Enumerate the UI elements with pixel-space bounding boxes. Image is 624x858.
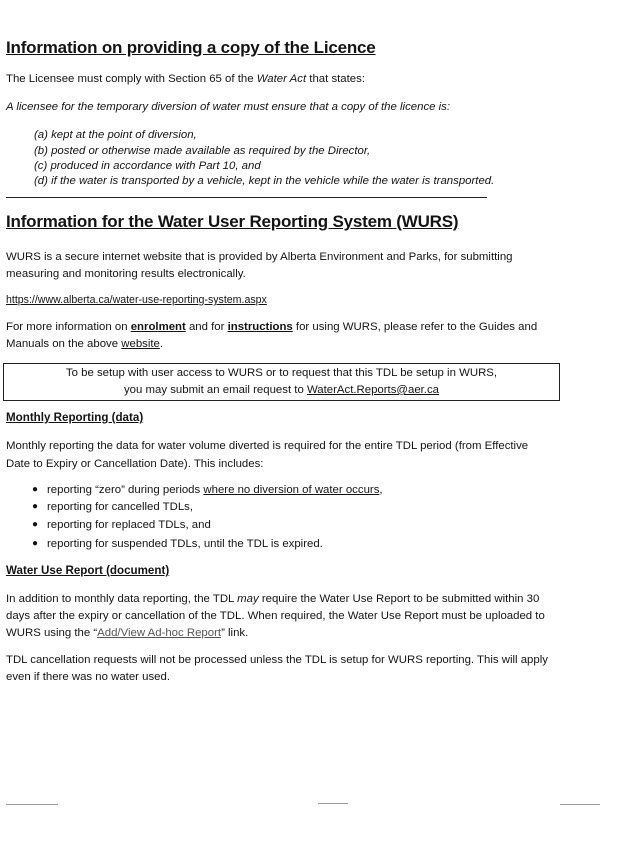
- list-item-suspended: reporting for suspended TDLs, until the TDL is expired.: [47, 538, 323, 550]
- list-item-replaced: reporting for replaced TDLs, and: [47, 519, 211, 531]
- water-use-line1: [6, 590, 539, 608]
- notice-line1: To be setup with user access to WURS or to request that this TDL be setup in WURS,: [65, 367, 498, 379]
- water-use-report-heading: Water Use Report (document): [6, 564, 170, 577]
- cancellation-line1: TDL cancellation requests will not be processed unless the TDL is setup for WURS reporting. This will apply: [6, 654, 548, 666]
- list-item-cancelled: reporting for cancelled TDLs,: [47, 501, 194, 513]
- add-view-adhoc-report-link[interactable]: Add/View Ad-hoc Report: [97, 627, 222, 639]
- water-use-line3-suffix: ” link.: [221, 627, 249, 639]
- bullet-icon: ●: [32, 484, 39, 495]
- intro-suffix: that states:: [306, 73, 365, 85]
- more-info-line2-prefix: Manuals on the above: [6, 338, 122, 350]
- clause-b: (b) posted or otherwise made available as required by the Director,: [34, 145, 371, 157]
- zero-reporting-prefix: reporting “zero” during periods: [47, 484, 204, 496]
- wurs-description-line2: measuring and monitoring results electronically.: [6, 268, 246, 280]
- may-emphasis: may: [237, 593, 259, 605]
- clause-c: (c) produced in accordance with Part 10, and: [34, 160, 261, 172]
- wurs-more-info-line1: [6, 318, 537, 336]
- water-use-line3: [6, 624, 248, 642]
- scan-mark: [6, 804, 58, 805]
- monthly-line2: Date to Expiry or Cancellation Date). This includes:: [6, 458, 264, 470]
- enrolment-link[interactable]: enrolment: [130, 321, 186, 333]
- scan-mark: [560, 804, 600, 805]
- wurs-more-info-line2: [6, 335, 163, 353]
- bullet-icon: ●: [32, 519, 39, 530]
- list-item-zero-reporting: [47, 481, 383, 499]
- wurs-access-notice: [3, 363, 560, 401]
- notice-line2-prefix: you may submit an email request to: [123, 384, 307, 396]
- cancellation-line2: even if there was no water used.: [6, 671, 170, 683]
- wurs-description-line1: WURS is a secure internet website that is provided by Alberta Environment and Parks, for submitting: [6, 251, 513, 263]
- scan-mark: [318, 803, 348, 804]
- water-use-line1-suffix: require the Water Use Report to be submitted within 30: [258, 593, 540, 605]
- clause-d: (d) if the water is transported by a vehicle, kept in the vehicle while the water is transported.: [34, 175, 495, 187]
- licence-quote: A licensee for the temporary diversion of water must ensure that a copy of the licence is:: [6, 101, 451, 113]
- water-use-line3-prefix: WURS using the “: [6, 627, 98, 639]
- water-use-line1-prefix: In addition to monthly data reporting, the TDL: [6, 593, 238, 605]
- water-use-line2: days after the expiry or cancellation of the TDL. When required, the Water Use Report must be uploaded to: [6, 610, 545, 622]
- monthly-reporting-heading: Monthly Reporting (data): [6, 411, 144, 424]
- licence-copy-heading: Information on providing a copy of the Licence: [6, 38, 376, 57]
- website-link[interactable]: website: [121, 338, 160, 350]
- wurs-heading: Information for the Water User Reporting System (WURS): [6, 212, 459, 231]
- section-divider: [6, 197, 487, 198]
- more-info-line2-suffix: .: [159, 338, 164, 350]
- bullet-icon: ●: [32, 501, 39, 512]
- instructions-link[interactable]: instructions: [227, 321, 293, 333]
- more-info-suffix: for using WURS, please refer to the Guides and: [292, 321, 538, 333]
- notice-line2: [4, 382, 559, 399]
- more-info-prefix: For more information on: [6, 321, 131, 333]
- no-diversion-phrase: where no diversion of water occurs: [203, 484, 380, 496]
- bullet-icon: ●: [32, 538, 39, 549]
- water-act-reference: Water Act: [256, 73, 307, 85]
- email-link[interactable]: WaterAct.Reports@aer.ca: [306, 384, 440, 396]
- licence-intro: [6, 70, 365, 88]
- zero-reporting-suffix: ,: [379, 484, 383, 496]
- clause-a: (a) kept at the point of diversion,: [34, 129, 197, 141]
- monthly-line1: Monthly reporting the data for water volume diverted is required for the entire TDL period (from Effective: [6, 440, 529, 452]
- more-info-mid: and for: [185, 321, 228, 333]
- intro-prefix: The Licensee must comply with Section 65 of the: [6, 73, 257, 85]
- wurs-url-link[interactable]: https://www.alberta.ca/water-use-reporting-system.aspx: [6, 294, 267, 306]
